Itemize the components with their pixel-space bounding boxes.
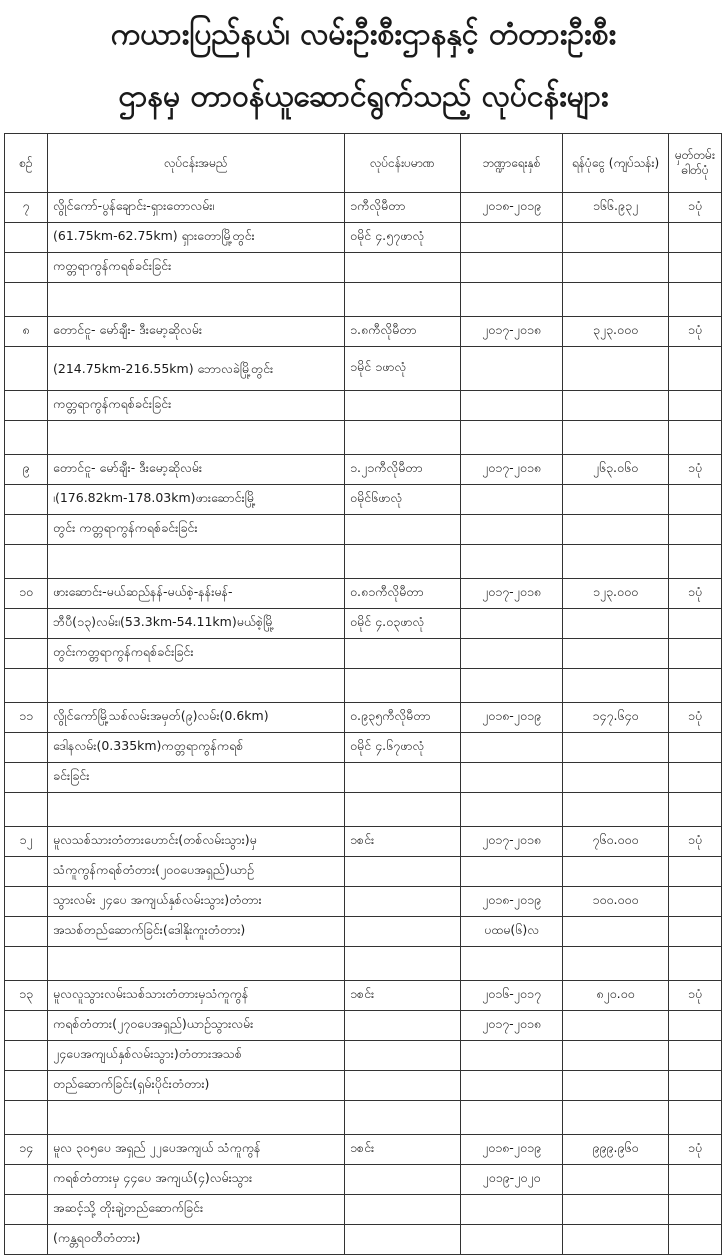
project-name: အဆင့်သို့ တိုးချဲ့တည်ဆောက်ခြင်း <box>48 1195 345 1225</box>
table-row <box>5 1225 722 1255</box>
spacer-cell <box>461 545 563 579</box>
row-number <box>5 223 48 253</box>
photo-count <box>669 763 722 793</box>
table-row <box>5 455 722 485</box>
spacer-cell <box>5 421 48 455</box>
table-body <box>5 193 722 1255</box>
row-number: ၁၁ <box>5 703 48 733</box>
title-line-2: ဌာနမှ တာဝန်ယူဆောင်ရွက်သည့် လုပ်ငန်းများ <box>118 79 609 114</box>
work-quantity <box>345 391 461 421</box>
photo-count <box>669 391 722 421</box>
spacer-cell <box>345 545 461 579</box>
work-quantity <box>345 253 461 283</box>
fund-amount <box>563 733 669 763</box>
project-name: ခင်းခြင်း <box>48 763 345 793</box>
fund-amount <box>563 391 669 421</box>
table-row <box>5 609 722 639</box>
spacer-cell <box>669 1101 722 1135</box>
row-number <box>5 639 48 669</box>
table-row <box>5 223 722 253</box>
fund-amount <box>563 1071 669 1101</box>
photo-count: ၁ပုံ <box>669 1135 722 1165</box>
table-row <box>5 391 722 421</box>
photo-count <box>669 1195 722 1225</box>
row-number <box>5 763 48 793</box>
row-number <box>5 1225 48 1255</box>
fund-amount: ၉၉၉.၉၆၀ <box>563 1135 669 1165</box>
header-qty: လုပ်ငန်းပမာဏ <box>345 134 461 193</box>
row-number: ၁၄ <box>5 1135 48 1165</box>
spacer-cell <box>461 947 563 981</box>
work-quantity: ၁.၂၁ကီလိုမီတာ <box>345 455 461 485</box>
fiscal-year <box>461 609 563 639</box>
photo-count: ၁ပုံ <box>669 317 722 347</box>
row-number <box>5 887 48 917</box>
fiscal-year: ၂၀၁၈-၂၀၁၉ <box>461 193 563 223</box>
spacer-cell <box>48 947 345 981</box>
header-year: ဘဏ္ဍာရေးနှစ် <box>461 134 563 193</box>
fund-amount <box>563 609 669 639</box>
photo-count <box>669 485 722 515</box>
work-quantity <box>345 1071 461 1101</box>
fiscal-year: ၂၀၁၈-၂၀၁၉ <box>461 887 563 917</box>
project-name: မူလ ၃၀၅ပေ အရှည် ၂၂ပေအကျယ် သံကူကွန် <box>48 1135 345 1165</box>
photo-count <box>669 917 722 947</box>
spacer-row <box>5 793 722 827</box>
photo-count <box>669 1165 722 1195</box>
work-quantity <box>345 1195 461 1225</box>
spacer-cell <box>563 283 669 317</box>
photo-count: ၁ပုံ <box>669 193 722 223</box>
fund-amount <box>563 485 669 515</box>
fund-amount <box>563 857 669 887</box>
table-row <box>5 827 722 857</box>
fiscal-year <box>461 1225 563 1255</box>
fiscal-year <box>461 763 563 793</box>
fiscal-year: ၂၀၁၇-၂၀၁၈ <box>461 827 563 857</box>
photo-count: ၁ပုံ <box>669 827 722 857</box>
work-quantity <box>345 917 461 947</box>
project-name: လွိုင်ကော်-ပွန်ချောင်း-ရှားတောလမ်း၊ <box>48 193 345 223</box>
photo-count <box>669 1011 722 1041</box>
fund-amount <box>563 223 669 253</box>
photo-count <box>669 1041 722 1071</box>
fiscal-year: ၂၀၁၉-၂၀၂၀ <box>461 1165 563 1195</box>
project-name: လွိုင်ကော်မြို့သစ်လမ်းအမှတ်(၉)လမ်း(0.6km) <box>48 703 345 733</box>
spacer-cell <box>48 545 345 579</box>
work-quantity <box>345 1165 461 1195</box>
spacer-cell <box>345 947 461 981</box>
fund-amount: ၁၆၆.၉၃၂ <box>563 193 669 223</box>
header-name: လုပ်ငန်းအမည် <box>48 134 345 193</box>
table-row <box>5 1135 722 1165</box>
fiscal-year <box>461 639 563 669</box>
spacer-cell <box>345 421 461 455</box>
photo-count <box>669 1071 722 1101</box>
table-row <box>5 1165 722 1195</box>
photo-count: ၁ပုံ <box>669 455 722 485</box>
work-quantity <box>345 1041 461 1071</box>
photo-count <box>669 253 722 283</box>
table-row <box>5 579 722 609</box>
project-name: တောင်ငူ- မော်ချီး- ဒီးမော့ဆိုလမ်း <box>48 455 345 485</box>
table-row <box>5 1041 722 1071</box>
project-name: မူလလူသွားလမ်းသစ်သားတံတားမှသံကူကွန် <box>48 981 345 1011</box>
project-name: ကတ္တရာကွန်ကရစ်ခင်းခြင်း <box>48 391 345 421</box>
spacer-cell <box>48 421 345 455</box>
spacer-row <box>5 1101 722 1135</box>
table-row <box>5 887 722 917</box>
photo-count <box>669 515 722 545</box>
spacer-cell <box>345 669 461 703</box>
fiscal-year <box>461 515 563 545</box>
project-name: (214.75km-216.55km) ဘောလခဲမြို့တွင်း <box>48 347 345 391</box>
fiscal-year <box>461 1195 563 1225</box>
header-no: စဉ် <box>5 134 48 193</box>
row-number <box>5 857 48 887</box>
row-number <box>5 1071 48 1101</box>
fund-amount <box>563 917 669 947</box>
fiscal-year: ၂၀၁၇-၂၀၁၈ <box>461 579 563 609</box>
page-title <box>0 0 727 132</box>
fund-amount <box>563 639 669 669</box>
project-name: ၂၄ပေအကျယ်နှစ်လမ်းသွား)တံတားအသစ် <box>48 1041 345 1071</box>
spacer-cell <box>669 283 722 317</box>
row-number <box>5 391 48 421</box>
photo-count <box>669 223 722 253</box>
spacer-cell <box>563 947 669 981</box>
fiscal-year <box>461 1041 563 1071</box>
project-name: ဒေါနလမ်း(0.335km)ကတ္တရာကွန်ကရစ် <box>48 733 345 763</box>
work-quantity: ၁စင်း <box>345 827 461 857</box>
fund-amount: ၃၂၃.၀၀၀ <box>563 317 669 347</box>
work-quantity: ဝမိုင် ၄.၀၃ဖာလုံ <box>345 609 461 639</box>
work-quantity: ဝမိုင် ၄.၆၇ဖာလုံ <box>345 733 461 763</box>
photo-count <box>669 887 722 917</box>
project-name: သံကူကွန်ကရစ်တံတား(၂၀၀ပေအရှည်)ယာဉ် <box>48 857 345 887</box>
spacer-cell <box>345 1101 461 1135</box>
table-row <box>5 857 722 887</box>
work-quantity: ၁မိုင် ၁ဖာလုံ <box>345 347 461 391</box>
spacer-cell <box>669 793 722 827</box>
row-number <box>5 1041 48 1071</box>
work-quantity: ၀.၉၃၅ကီလိုမီတာ <box>345 703 461 733</box>
table-header-row <box>5 134 722 193</box>
fund-amount: ၇၆၀.၀၀၀ <box>563 827 669 857</box>
fund-amount <box>563 1225 669 1255</box>
row-number <box>5 485 48 515</box>
work-quantity: ၁စင်း <box>345 981 461 1011</box>
spacer-cell <box>5 793 48 827</box>
fund-amount <box>563 515 669 545</box>
spacer-cell <box>669 947 722 981</box>
header-count: မှတ်တမ်း ဓါတ်ပုံ <box>669 134 722 193</box>
fiscal-year: ၂၀၁၆-၂၀၁၇ <box>461 981 563 1011</box>
table-row <box>5 639 722 669</box>
fiscal-year <box>461 391 563 421</box>
table-row <box>5 703 722 733</box>
title-line-1: ကယားပြည်နယ်၊ လမ်းဦးစီးဌာနနှင့် တံတားဦးစီး <box>110 17 617 52</box>
photo-count: ၁ပုံ <box>669 981 722 1011</box>
fund-amount: ၈၂၀.၀၀ <box>563 981 669 1011</box>
spacer-cell <box>48 669 345 703</box>
work-quantity: ၁စင်း <box>345 1135 461 1165</box>
spacer-cell <box>48 283 345 317</box>
fiscal-year: ၂၀၁၇-၂၀၁၈ <box>461 317 563 347</box>
work-quantity <box>345 763 461 793</box>
spacer-cell <box>5 545 48 579</box>
table-row <box>5 1071 722 1101</box>
fiscal-year <box>461 485 563 515</box>
work-quantity <box>345 515 461 545</box>
work-quantity <box>345 887 461 917</box>
project-name: မူလသစ်သားတံတားဟောင်း(တစ်လမ်းသွား)မှ <box>48 827 345 857</box>
spacer-cell <box>563 793 669 827</box>
table-row <box>5 347 722 391</box>
row-number <box>5 609 48 639</box>
fiscal-year <box>461 347 563 391</box>
row-number: ၈ <box>5 317 48 347</box>
table-row <box>5 485 722 515</box>
project-name: ဖားဆောင်း-မယ်ဆည်နန်-မယ်စဲ့-နန်းမန်- <box>48 579 345 609</box>
fiscal-year <box>461 223 563 253</box>
fiscal-year <box>461 253 563 283</box>
row-number <box>5 515 48 545</box>
table-row <box>5 1011 722 1041</box>
row-number <box>5 1195 48 1225</box>
work-quantity: ၁.၈ကီလိုမီတာ <box>345 317 461 347</box>
spacer-cell <box>669 669 722 703</box>
table-row <box>5 1195 722 1225</box>
fund-amount <box>563 1041 669 1071</box>
project-name: ၊(176.82km-178.03km)ဖားဆောင်းမြို့ <box>48 485 345 515</box>
spacer-cell <box>563 545 669 579</box>
fiscal-year <box>461 857 563 887</box>
fund-amount: ၁၂၃.၀၀၀ <box>563 579 669 609</box>
fiscal-year <box>461 733 563 763</box>
photo-count <box>669 609 722 639</box>
project-name: တည်ဆောက်ခြင်း(ရှမ်းပိုင်းတံတား) <box>48 1071 345 1101</box>
project-name: ဘီပီ(၁၃)လမ်း၊(53.3km-54.11km)မယ်စဲ့မြို့ <box>48 609 345 639</box>
spacer-cell <box>461 793 563 827</box>
fiscal-year <box>461 1071 563 1101</box>
project-name: တောင်ငူ- မော်ချီး- ဒီးမော့ဆိုလမ်း <box>48 317 345 347</box>
table-row <box>5 193 722 223</box>
project-name: (ကန္တရဝတီတံတား) <box>48 1225 345 1255</box>
project-name: အသစ်တည်ဆောက်ခြင်း(ဒေါနိုးကူးတံတား) <box>48 917 345 947</box>
project-name: ကရစ်တံတားမှ ၄၄ပေ အကျယ်(၄)လမ်းသွား <box>48 1165 345 1195</box>
spacer-cell <box>5 283 48 317</box>
row-number: ၁၀ <box>5 579 48 609</box>
row-number: ၇ <box>5 193 48 223</box>
row-number <box>5 347 48 391</box>
spacer-row <box>5 669 722 703</box>
spacer-cell <box>5 1101 48 1135</box>
row-number <box>5 733 48 763</box>
row-number: ၁၂ <box>5 827 48 857</box>
table-row <box>5 981 722 1011</box>
work-quantity <box>345 857 461 887</box>
projects-table <box>4 133 722 1255</box>
fund-amount <box>563 1195 669 1225</box>
table-row <box>5 763 722 793</box>
photo-count <box>669 857 722 887</box>
spacer-cell <box>461 283 563 317</box>
table-row <box>5 317 722 347</box>
spacer-cell <box>48 793 345 827</box>
photo-count <box>669 639 722 669</box>
fiscal-year: ၂၀၁၈-၂၀၁၉ <box>461 1135 563 1165</box>
spacer-cell <box>461 421 563 455</box>
fiscal-year: ၂၀၁၇-၂၀၁၈ <box>461 1011 563 1041</box>
work-quantity: ၁ကီလိုမီတာ <box>345 193 461 223</box>
spacer-cell <box>5 947 48 981</box>
spacer-cell <box>345 283 461 317</box>
photo-count <box>669 733 722 763</box>
row-number <box>5 1165 48 1195</box>
project-name: ကတ္တရာကွန်ကရစ်ခင်းခြင်း <box>48 253 345 283</box>
spacer-row <box>5 283 722 317</box>
spacer-cell <box>345 793 461 827</box>
work-quantity <box>345 1011 461 1041</box>
fiscal-year: ၂၀၁၇-၂၀၁၈ <box>461 455 563 485</box>
row-number: ၉ <box>5 455 48 485</box>
photo-count <box>669 347 722 391</box>
spacer-cell <box>48 1101 345 1135</box>
fund-amount: ၁၀၀.၀၀၀ <box>563 887 669 917</box>
project-name: ကရစ်တံတား(၂၇၀ပေအရှည်)ယာဉ်သွားလမ်း <box>48 1011 345 1041</box>
fiscal-year: ပထမ(၆)လ <box>461 917 563 947</box>
project-name: တွင်းကတ္တရာကွန်ကရစ်ခင်းခြင်း <box>48 639 345 669</box>
table-row <box>5 253 722 283</box>
work-quantity <box>345 1225 461 1255</box>
fund-amount <box>563 1165 669 1195</box>
photo-count: ၁ပုံ <box>669 703 722 733</box>
spacer-row <box>5 421 722 455</box>
project-name: (61.75km-62.75km) ရှားတောမြို့တွင်း <box>48 223 345 253</box>
row-number <box>5 1011 48 1041</box>
project-name: သွားလမ်း ၂၄ပေ အကျယ်နှစ်လမ်းသွား)တံတား <box>48 887 345 917</box>
spacer-row <box>5 545 722 579</box>
fund-amount <box>563 253 669 283</box>
photo-count: ၁ပုံ <box>669 579 722 609</box>
spacer-cell <box>563 1101 669 1135</box>
work-quantity <box>345 639 461 669</box>
fund-amount <box>563 763 669 793</box>
row-number: ၁၃ <box>5 981 48 1011</box>
photo-count <box>669 1225 722 1255</box>
spacer-cell <box>669 421 722 455</box>
fund-amount: ၂၆၃.၀၆၀ <box>563 455 669 485</box>
spacer-cell <box>5 669 48 703</box>
project-name: တွင်း ကတ္တရာကွန်ကရစ်ခင်းခြင်း <box>48 515 345 545</box>
spacer-cell <box>461 1101 563 1135</box>
spacer-cell <box>563 669 669 703</box>
header-cost: ရန်ပုံငွေ (ကျပ်သန်း) <box>563 134 669 193</box>
work-quantity: ဝမိုင် ၄.၅၇ဖာလုံ <box>345 223 461 253</box>
table-row <box>5 917 722 947</box>
row-number <box>5 917 48 947</box>
row-number <box>5 253 48 283</box>
spacer-cell <box>461 669 563 703</box>
table-row <box>5 515 722 545</box>
fund-amount <box>563 1011 669 1041</box>
fund-amount: ၁၄၇.၆၄၀ <box>563 703 669 733</box>
spacer-cell <box>563 421 669 455</box>
spacer-cell <box>669 545 722 579</box>
work-quantity: ၀.၈၁ကီလိုမီတာ <box>345 579 461 609</box>
spacer-row <box>5 947 722 981</box>
work-quantity: ဝမိုင်၆ဖာလုံ <box>345 485 461 515</box>
table-row <box>5 733 722 763</box>
fund-amount <box>563 347 669 391</box>
fiscal-year: ၂၀၁၈-၂၀၁၉ <box>461 703 563 733</box>
